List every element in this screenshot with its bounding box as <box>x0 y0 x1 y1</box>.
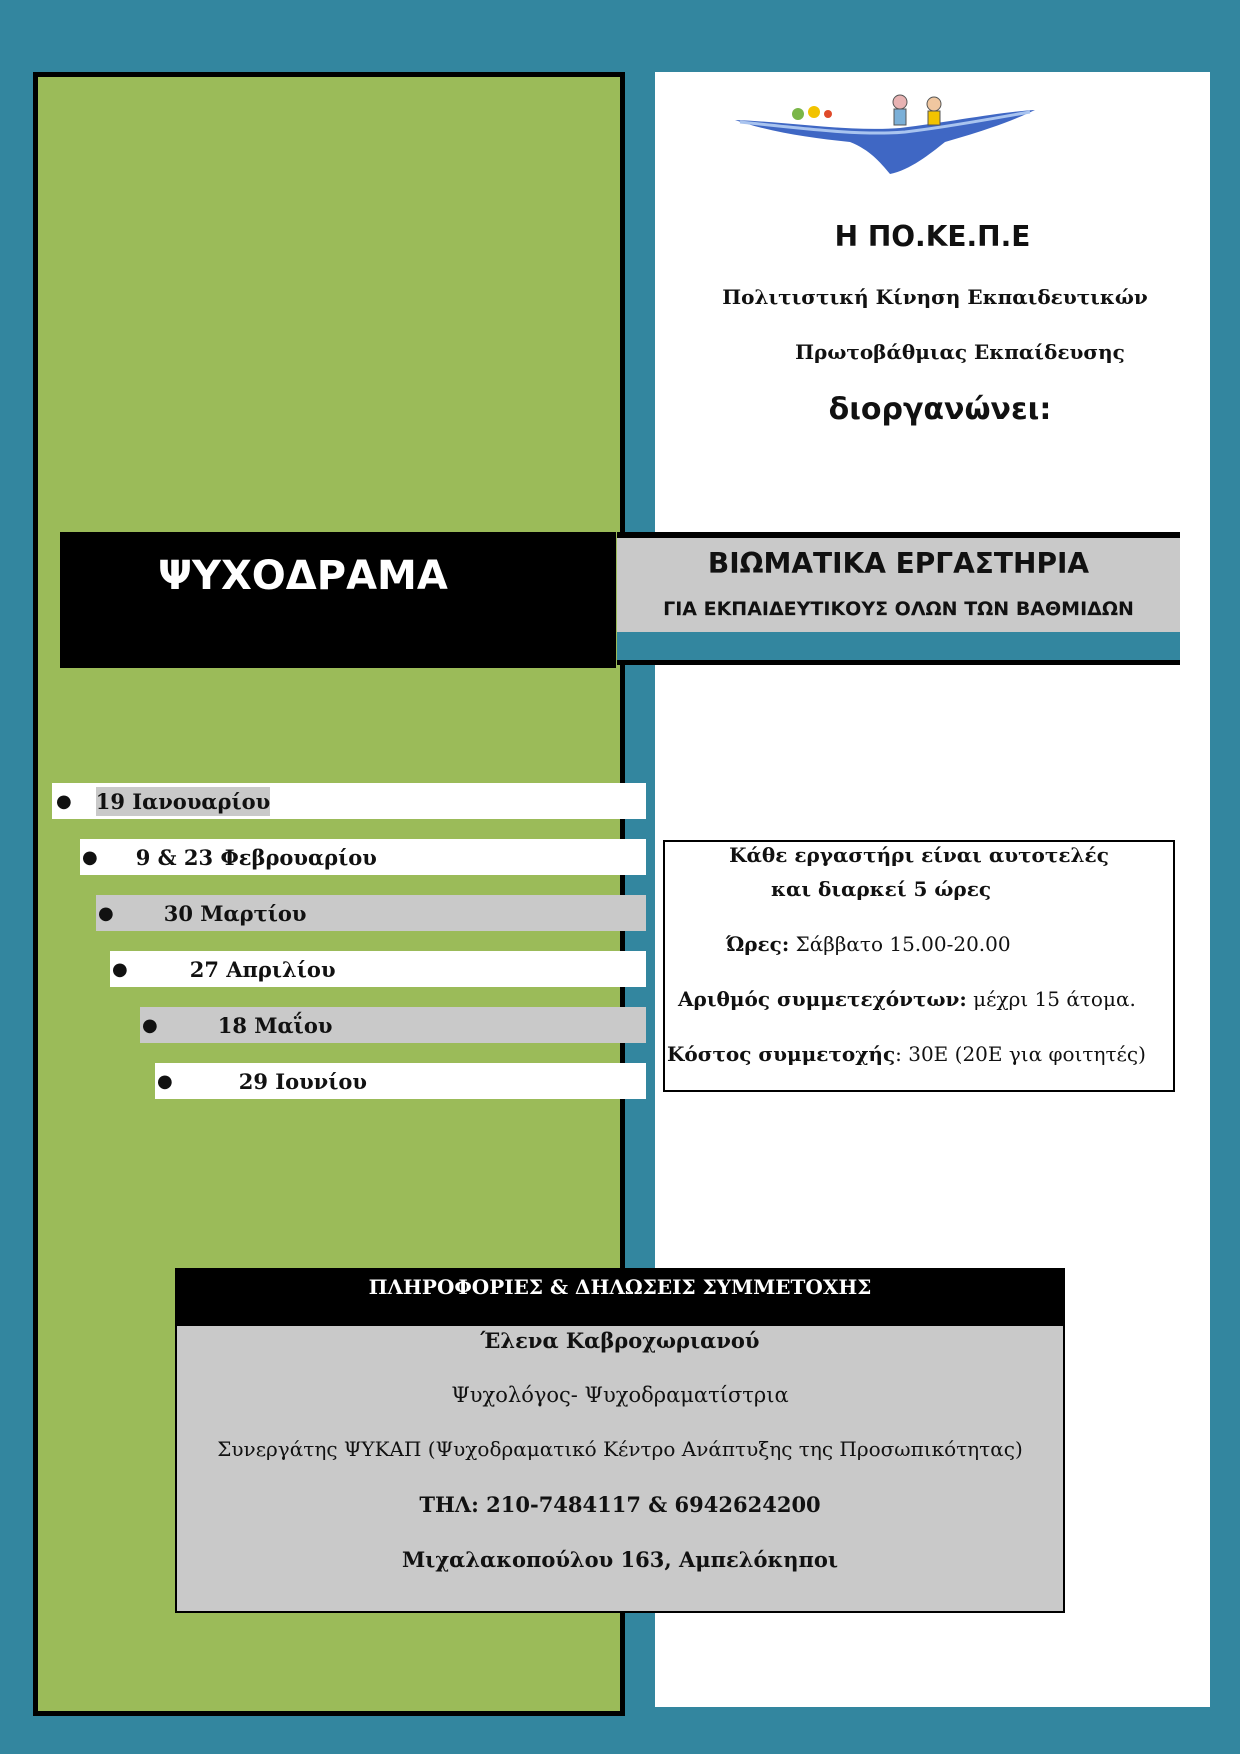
bullet-icon: ● <box>112 958 128 980</box>
contact-role: Ψυχολόγος- Ψυχοδραματίστρια <box>451 1383 789 1407</box>
participants-value: μέχρι 15 άτομα. <box>966 987 1136 1011</box>
bullet-icon: ● <box>157 1070 173 1092</box>
contact-header: ΠΛΗΡΟΦΟΡΙΕΣ & ΔΗΛΩΣΕΙΣ ΣΥΜΜΕΤΟΧΗΣ <box>177 1270 1063 1326</box>
date-label: 9 & 23 Φεβρουαρίου <box>135 844 377 870</box>
date-label: 30 Μαρτίου <box>163 900 307 926</box>
hours-value: Σάββατο 15.00-20.00 <box>789 932 1011 956</box>
date-item <box>96 895 646 931</box>
organizer-name-line1: Πολιτιστική Κίνηση Εκπαιδευτικών <box>722 285 1148 309</box>
info-duration: και διαρκεί 5 ώρες <box>770 877 992 901</box>
contact-affiliation: Συνεργάτης ΨΥΚΑΠ (Ψυχοδραματικό Κέντρο Ανάπτυξης της Προσωπικότητας) <box>217 1437 1023 1461</box>
bullet-icon: ● <box>82 846 98 868</box>
organizer-acronym: Η ΠΟ.ΚΕ.Π.Ε <box>834 220 1031 253</box>
info-hours <box>726 932 1011 956</box>
organization-logo <box>730 92 1040 182</box>
info-cost <box>667 1042 1146 1066</box>
organizer-name-line2: Πρωτοβάθμιας Εκπαίδευσης <box>795 340 1125 364</box>
date-item <box>140 1007 646 1043</box>
info-self-contained: Κάθε εργαστήρι είναι αυτοτελές <box>729 843 1109 867</box>
banner-subtitle-workshops: ΒΙΩΜΑΤΙΚΑ ΕΡΓΑΣΤΗΡΙΑ <box>707 547 1090 580</box>
cost-value: : 30Ε (20Ε για φοιτητές) <box>895 1042 1146 1066</box>
date-item <box>155 1063 646 1099</box>
date-label: 18 Μαΐου <box>217 1012 333 1038</box>
date-item <box>80 839 646 875</box>
date-label: 27 Απριλίου <box>189 956 336 982</box>
date-label: 19 Ιανουαρίου <box>95 788 271 814</box>
contact-address: Μιχαλακοπούλου 163, Αμπελόκηποι <box>401 1547 839 1572</box>
date-item <box>52 783 646 819</box>
contact-name: Έλενα Καβροχωριανού <box>480 1328 760 1353</box>
banner-subtitle-audience: ΓΙΑ ΕΚΠΑΙΔΕΥΤΙΚΟΥΣ ΟΛΩΝ ΤΩΝ ΒΑΘΜΙΔΩΝ <box>663 598 1134 620</box>
event-title: ΨΥΧΟΔΡΑΜΑ <box>158 553 448 599</box>
participants-label: Αριθμός συμμετεχόντων: <box>678 987 967 1011</box>
bullet-icon: ● <box>56 790 72 812</box>
info-participants <box>678 987 1136 1011</box>
bullet-icon: ● <box>142 1014 158 1036</box>
date-item <box>110 951 646 987</box>
date-label: 29 Ιουνίου <box>238 1068 367 1094</box>
cost-label: Κόστος συμμετοχής <box>667 1042 896 1066</box>
bullet-icon: ● <box>98 902 114 924</box>
hours-label: Ώρες: <box>726 932 790 956</box>
organizes-heading: διοργανώνει: <box>828 392 1052 427</box>
contact-phone: ΤΗΛ: 210-7484117 & 6942624200 <box>419 1492 821 1517</box>
